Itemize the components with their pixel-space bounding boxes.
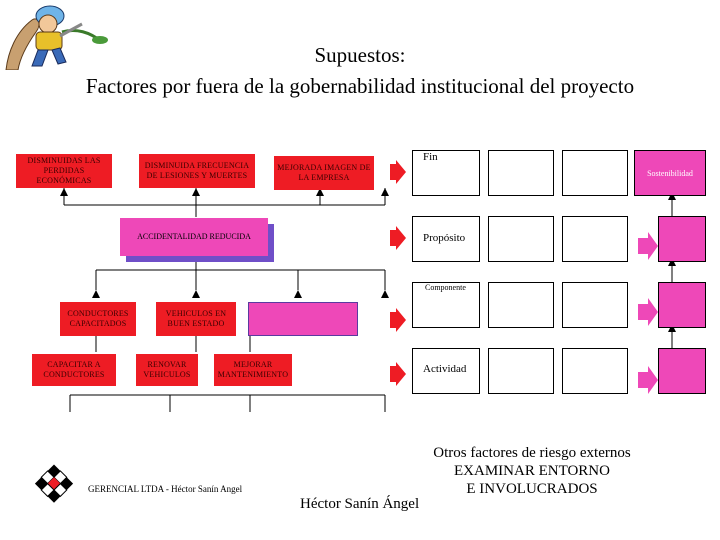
activity-box-train-drivers: CAPACITAR A CONDUCTORES: [32, 354, 116, 386]
level-fin: Fin: [412, 150, 480, 196]
sustainability-cell: Sostenibilidad: [634, 150, 706, 196]
page-title: Supuestos:: [314, 43, 406, 67]
risk-note-line3: E INVOLUCRADOS: [466, 481, 598, 497]
matrix-cell: [488, 216, 554, 262]
page-subtitle: Factores por fuera de la gobernabilidad institucional del proyecto: [85, 74, 635, 98]
level-actividad: Actividad: [412, 348, 480, 394]
activity-box-improve-maintenance: MEJORAR MANTENIMIENTO: [214, 354, 292, 386]
effect-box-economic-losses: DISMINUIDAS LAS PERDIDAS ECONÓMICAS: [16, 154, 112, 188]
matrix-cell: [562, 216, 628, 262]
footer-author: Héctor Sanín Ángel: [300, 496, 420, 512]
component-box-vehicles: VEHICULOS EN BUEN ESTADO: [156, 302, 236, 336]
footer-company: GERENCIAL LTDA - Héctor Sanín Angel: [88, 484, 243, 494]
activity-box-renew-vehicles: RENOVAR VEHICULOS: [136, 354, 198, 386]
assumption-cell-activity: [658, 348, 706, 394]
assumption-cell-component: [658, 282, 706, 328]
level-proposito: Propósito: [412, 216, 480, 262]
risk-note-line1: Otros factores de riesgo externos: [433, 445, 631, 461]
company-logo-icon: [26, 462, 82, 518]
matrix-cell: [562, 282, 628, 328]
matrix-cell: [488, 348, 554, 394]
matrix-cell: [562, 150, 628, 196]
risk-note-line2: EXAMINAR ENTORNO: [454, 463, 610, 479]
matrix-cell: [488, 282, 554, 328]
component-box-empty: [248, 302, 358, 336]
matrix-cell: [488, 150, 554, 196]
effect-box-company-image: MEJORADA IMAGEN DE LA EMPRESA: [274, 156, 374, 190]
purpose-box: ACCIDENTALIDAD REDUCIDA: [120, 218, 268, 256]
level-componente: Componente: [412, 282, 480, 328]
component-box-drivers: CONDUCTORES CAPACITADOS: [60, 302, 136, 336]
matrix-cell: [562, 348, 628, 394]
assumption-cell-purpose: [658, 216, 706, 262]
effect-box-injuries: DISMINUIDA FRECUENCIA DE LESIONES Y MUERTES: [139, 154, 255, 188]
